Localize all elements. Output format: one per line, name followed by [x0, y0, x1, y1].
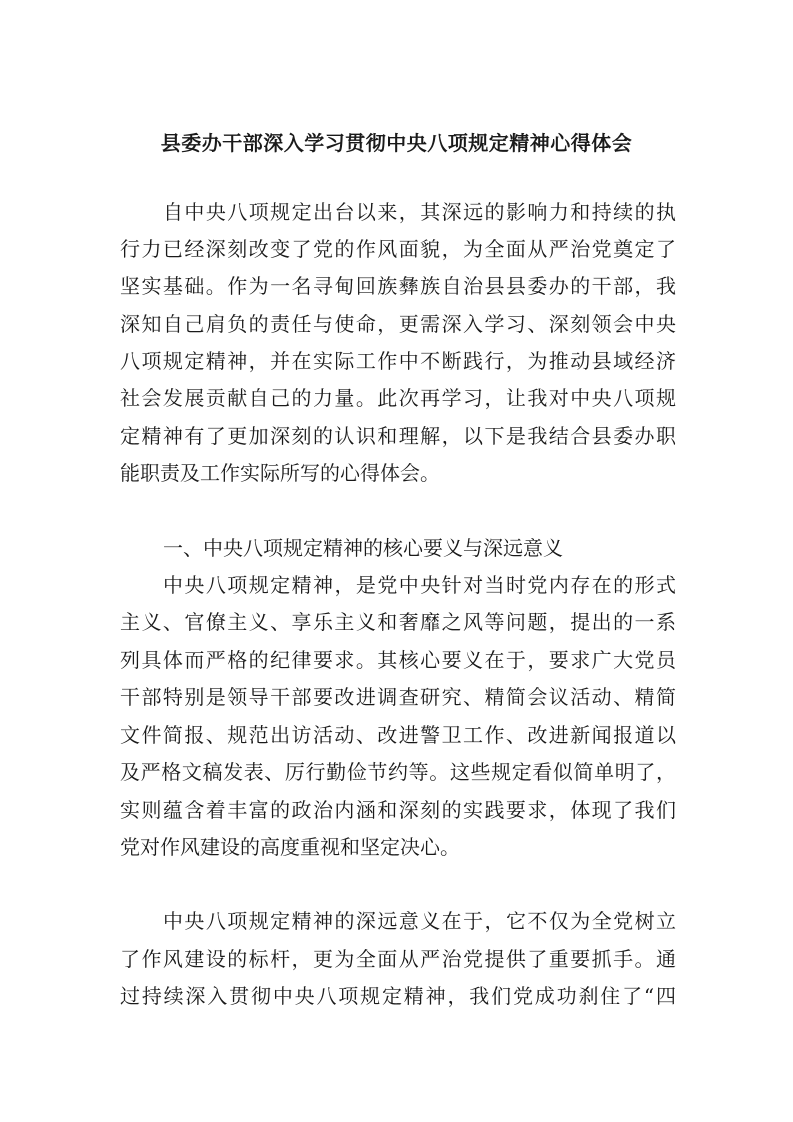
paragraph-line: 实则蕴含着丰富的政治内涵和深刻的实践要求，体现了我们 — [120, 798, 676, 822]
paragraph-line: 自中央八项规定出台以来，其深远的影响力和持续的执 — [163, 200, 676, 224]
paragraph-line: 行力已经深刻改变了党的作风面貌，为全面从严治党奠定了 — [120, 237, 676, 261]
paragraph-line: 社会发展贡献自己的力量。此次再学习，让我对中央八项规 — [120, 386, 676, 410]
paragraph-line: 坚实基础。作为一名寻甸回族彝族自治县县委办的干部，我 — [120, 274, 676, 298]
paragraph-line: 中央八项规定精神的深远意义在于，它不仅为全党树立 — [163, 909, 676, 933]
paragraph-line: 中央八项规定精神，是党中央针对当时党内存在的形式 — [163, 573, 676, 597]
section-heading: 一、中央八项规定精神的核心要义与深远意义 — [163, 536, 563, 560]
paragraph-line: 能职责及工作实际所写的心得体会。 — [120, 461, 440, 485]
paragraph-line: 及严格文稿发表、厉行勤俭节约等。这些规定看似简单明了， — [120, 760, 676, 784]
document-title: 县委办干部深入学习贯彻中央八项规定精神心得体会 — [160, 131, 633, 155]
paragraph-line: 八项规定精神，并在实际工作中不断践行，为推动县域经济 — [120, 349, 676, 373]
paragraph-line: 列具体而严格的纪律要求。其核心要义在于，要求广大党员 — [120, 648, 676, 672]
paragraph-line: 党对作风建设的高度重视和坚定决心。 — [120, 835, 460, 859]
paragraph-line: 主义、官僚主义、享乐主义和奢靡之风等问题，提出的一系 — [120, 610, 676, 634]
paragraph-line: 深知自己肩负的责任与使命，更需深入学习、深刻领会中央 — [120, 312, 676, 336]
paragraph-line: 了作风建设的标杆，更为全面从严治党提供了重要抓手。通 — [120, 947, 676, 971]
paragraph-line: 定精神有了更加深刻的认识和理解，以下是我结合县委办职 — [120, 424, 676, 448]
paragraph-line: 文件简报、规范出访活动、改进警卫工作、改进新闻报道以 — [120, 723, 676, 747]
paragraph-line: 过持续深入贯彻中央八项规定精神，我们党成功刹住了“四 — [120, 984, 676, 1008]
paragraph-line: 干部特别是领导干部要改进调查研究、精简会议活动、精简 — [120, 685, 676, 709]
